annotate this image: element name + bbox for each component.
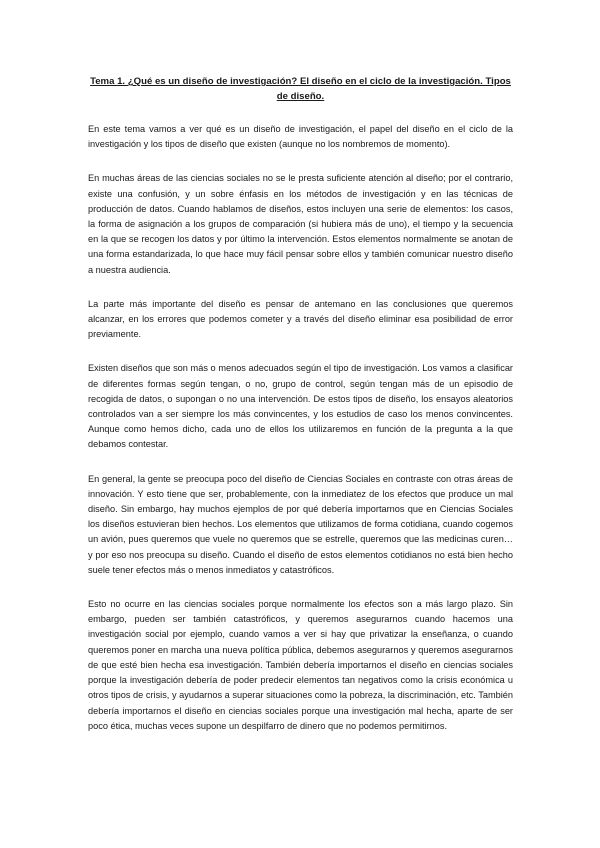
paragraph-social-sciences: En general, la gente se preocupa poco del diseño de Ciencias Sociales en contraste con otras áreas de innovación. Y esto tiene que ser, probablemente, con la inmediatez de los efectos que produce un mal diseño. Sin embargo, hay muchos ejemplos de por qué debería importarnos que en Ciencias Sociales los diseños estuvieran bien hechos. Los elementos que utilizamos de forma cotidiana, cuando cogemos un avión, pues queremos que vuele no queremos que se estrelle, queremos que las medicinas curen… y por eso nos preocupa su diseño. Cuando el diseño de estos elementos cotidianos no está bien hecho suele tener efectos más o menos inmediatos y catastróficos. — [88, 473, 513, 575]
paragraph-long-term-effects: Esto no ocurre en las ciencias sociales porque normalmente los efectos son a más largo plazo. Sin embargo, pueden ser también catastróficos, y queremos asegurarnos cuando hacemos una investigación social por ejemplo, cuando vamos a ver si hay que privatizar la enseñanza, o cuando queremos poner en marcha una nueva política pública, debemos asegurarnos y queremos asegurarnos de que esté bien hecha esa investigación. También debería importarnos el diseño en ciencias sociales porque la investigación debería de poder predecir elementos tan negativos como la crisis económica u otros tipos de crisis, y ayudarnos a superar situaciones como la pobreza, la discriminación, etc. También debería importarnos el diseño en ciencias sociales porque una investigación mal hecha, aparte de ser poco ética, muchas veces supone un despilfarro de dinero que no podemos permitirnos. — [88, 599, 513, 731]
paragraph-intro: En este tema vamos a ver qué es un diseño de investigación, el papel del diseño en el ciclo de la investigación y los tipos de diseño que existen (aunque no los nombremos de momento). — [88, 124, 513, 150]
paragraph-design-types: Existen diseños que son más o menos adecuados según el tipo de investigación. Los vamos a clasificar de diferentes formas según tengan, o no, grupo de control, según tengan más de un episodio de recogida de datos, o supongan o no una intervención. De estos tipos de diseño, los ensayos aleatorios controlados van a ser siempre los más convincentes, y los estudios de caso los menos convincentes. Aunque como hemos dicho, cada uno de ellos los utilizaremos en función de la pregunta a la que debamos contestar. — [88, 363, 513, 450]
paragraph-design-importance: La parte más importante del diseño es pensar de antemano en las conclusiones que queremos alcanzar, en los errores que podemos cometer y a través del diseño eliminar esa posibilidad de error previamente. — [88, 298, 513, 340]
paragraph-design-elements: En muchas áreas de las ciencias sociales no se le presta suficiente atención al diseño; por el contrario, existe una confusión, y un sobre énfasis en los métodos de investigación y en las técnicas de producción de datos. Cuando hablamos de diseños, estos incluyen una serie de elementos: los casos, la forma de asignación a los grupos de comparación (si hubiera más de uno), el tiempo y la secuencia en la que se recogen los datos y por último la intervención. Estos elementos normalmente se anotan de una forma estandarizada, lo que hace muy fácil pensar sobre ellos y también comunicar nuestro diseño a nuestra audiencia. — [88, 173, 513, 275]
document-title: Tema 1. ¿Qué es un diseño de investigación? El diseño en el ciclo de la investigación. Tipos de diseño. — [90, 76, 511, 102]
